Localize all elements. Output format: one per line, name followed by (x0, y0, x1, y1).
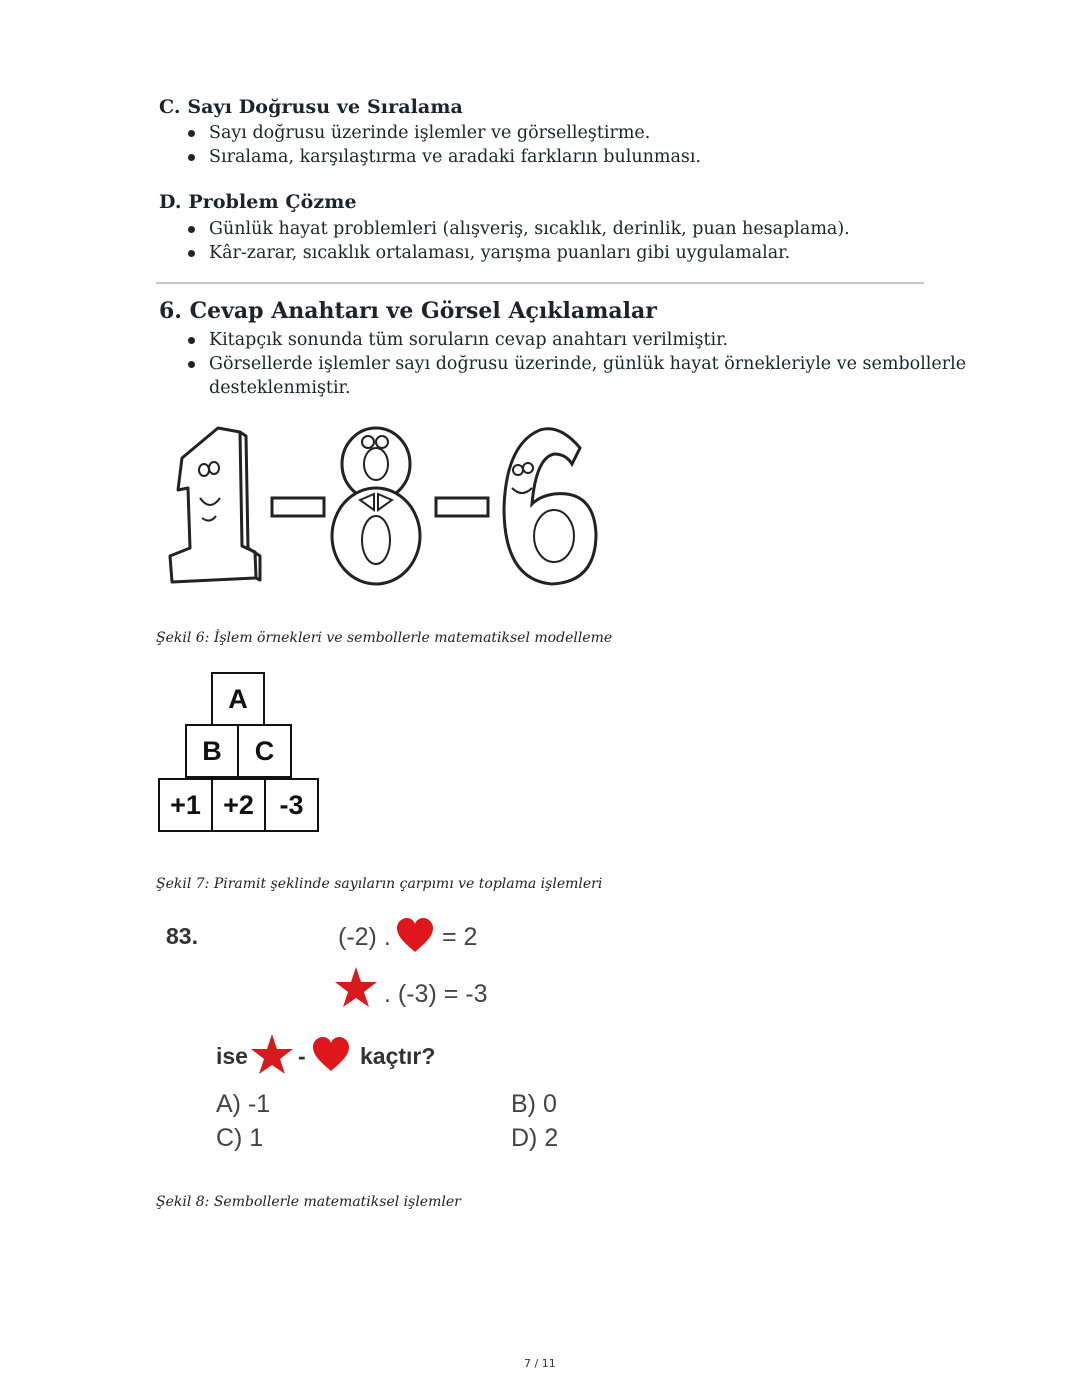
section-divider (156, 282, 924, 284)
pyramid-box-middle: B (185, 724, 239, 778)
option-b: B) 0 (511, 1090, 557, 1118)
bullet-dot (188, 154, 195, 161)
figure-8-caption: Şekil 8: Sembollerle matematiksel işlemler (156, 1194, 461, 1210)
section-c-heading: C. Sayı Doğrusu ve Sıralama (159, 96, 463, 118)
heart-icon (396, 918, 434, 954)
bullet-dot (188, 130, 195, 137)
equation-2-right: . (-3) = -3 (384, 980, 488, 1008)
option-d: D) 2 (511, 1124, 559, 1152)
bullet-dot (188, 250, 195, 257)
heart-icon (312, 1037, 350, 1073)
page-number: 7 / 11 (524, 1357, 556, 1370)
section-6-heading: 6. Cevap Anahtarı ve Görsel Açıklamalar (159, 298, 657, 324)
question-minus: - (298, 1043, 306, 1069)
cartoon-number-six (504, 429, 596, 584)
question-suffix: kaçtır? (360, 1043, 436, 1069)
section-6-bullet-1: Kitapçık sonunda tüm soruların cevap anahtarı verilmiştir. (209, 330, 729, 350)
pyramid-box-middle: C (237, 724, 292, 778)
option-a: A) -1 (216, 1090, 271, 1118)
section-6-bullet-2: Görsellerde işlemler sayı doğrusu üzerinde, günlük hayat örnekleriyle ve sembollerle (209, 354, 967, 374)
section-c-bullet-1: Sayı doğrusu üzerinde işlemler ve görselleştirme. (209, 123, 651, 143)
section-d-bullet-2: Kâr-zarar, sıcaklık ortalaması, yarışma puanları gibi uygulamalar. (209, 243, 791, 263)
star-icon (250, 1033, 294, 1075)
section-6-bullet-2-continued: desteklenmiştir. (209, 378, 351, 398)
pyramid-box-bottom: +1 (158, 778, 213, 832)
figure-7-caption: Şekil 7: Piramit şeklinde sayıların çarpımı ve toplama işlemleri (156, 876, 603, 892)
pyramid-box-top: A (211, 672, 265, 726)
figure-6-cartoon-numbers (160, 418, 610, 596)
section-d-heading: D. Problem Çözme (159, 191, 357, 213)
minus-box (272, 498, 324, 516)
section-c-bullet-2: Sıralama, karşılaştırma ve aradaki farkların bulunması. (209, 147, 702, 167)
cartoon-number-eight (332, 428, 420, 584)
star-icon (334, 966, 378, 1008)
bullet-dot (188, 361, 195, 368)
pyramid-box-bottom: +2 (211, 778, 266, 832)
cartoon-number-one (170, 428, 260, 582)
question-number: 83. (166, 923, 198, 949)
minus-box (436, 498, 488, 516)
equation-1-right: = 2 (442, 923, 478, 951)
question-prefix: ise (216, 1043, 248, 1069)
section-d-bullet-1: Günlük hayat problemleri (alışveriş, sıcaklık, derinlik, puan hesaplama). (209, 219, 850, 239)
pyramid-box-bottom: -3 (264, 778, 319, 832)
equation-1-left: (-2) . (338, 923, 391, 951)
figure-6-caption: Şekil 6: İşlem örnekleri ve sembollerle matematiksel modelleme (156, 630, 613, 646)
bullet-dot (188, 226, 195, 233)
option-c: C) 1 (216, 1124, 264, 1152)
bullet-dot (188, 337, 195, 344)
